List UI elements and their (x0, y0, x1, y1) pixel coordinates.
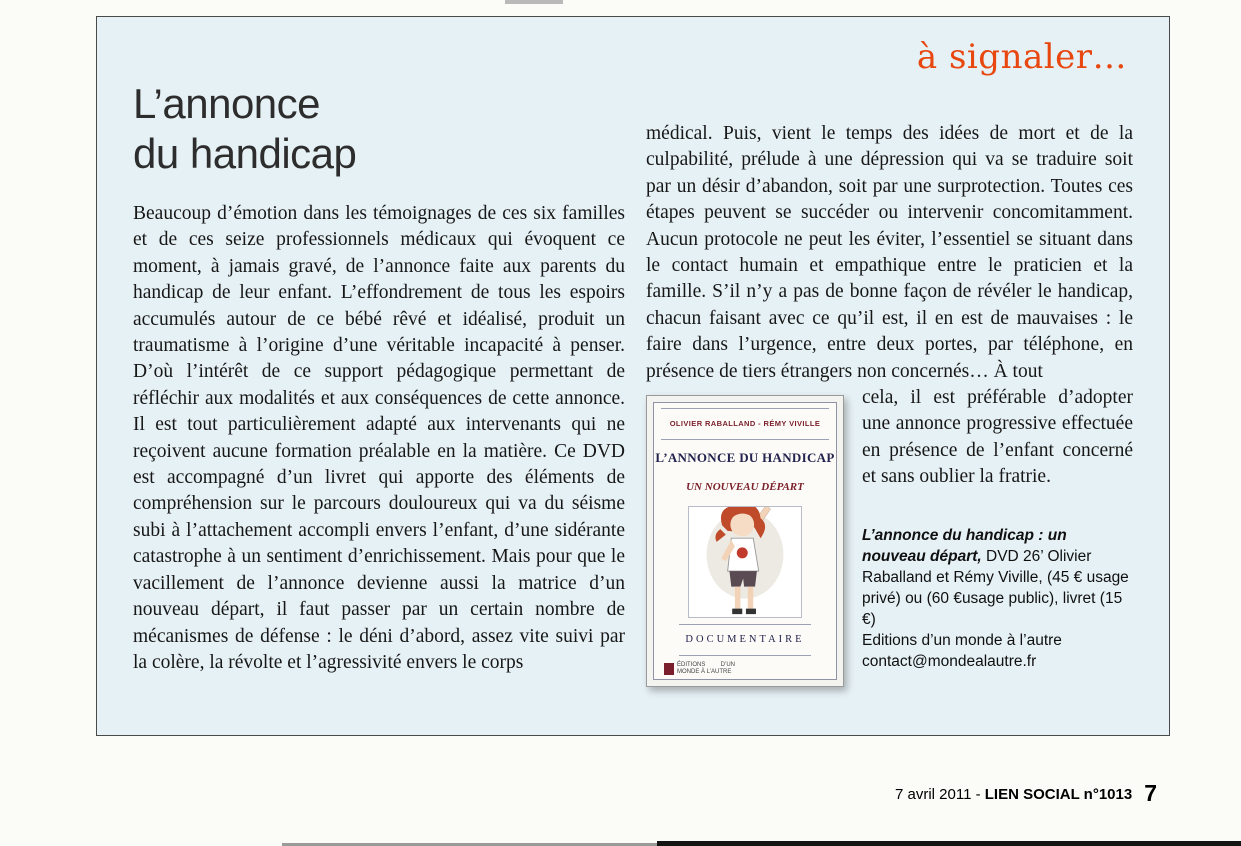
publisher-logo-icon (664, 663, 674, 675)
caption-publisher: Editions d’un monde à l’autre (862, 631, 1062, 649)
content-panel (96, 16, 1170, 736)
footer-magazine-name: LIEN SOCIAL n°1013 (984, 786, 1133, 803)
dvd-subtitle: UN NOUVEAU DÉPART (686, 480, 804, 493)
caption-title: L’annonce du handicap : un nouveau départ, (862, 526, 1067, 565)
dvd-illustration (688, 506, 802, 617)
dvd-publisher-logo (664, 662, 735, 675)
article-column-left (133, 201, 625, 676)
dvd-authors: OLIVIER RABALLAND - RÉMY VIVILLE (661, 408, 828, 440)
scan-artifact-bottom-black (657, 841, 1241, 846)
page-number: 7 (1144, 780, 1157, 806)
article-title-line1: L’annonce (133, 80, 321, 127)
footer-date: 7 avril 2011 - (895, 786, 985, 803)
article-column-right (646, 121, 1133, 693)
body-paragraph-right-top: médical. Puis, vient le temps des idées de mort et de la culpabilité, prélude à une dépression qui va se traduire soit par un désir d’abandon, soit par une surprotection. Toutes ces étapes peuvent se succéder ou intervenir concomitamment. Aucun protocole ne peut les éviter, l’essentiel se situant dans le contact humain et empathique entre le praticien et la famille. S’il n’y a pas de bonne façon de révéler le handicap, chacun faisant avec ce qu’il est, il en est de mauvaises : le faire dans l’urgence, entre deux portes, par téléphone, en présence de tiers étrangers non concernés… À tout (646, 123, 1133, 382)
section-flag: à signaler… (916, 37, 1127, 77)
scan-artifact-top (505, 0, 563, 4)
article-title (133, 79, 356, 179)
dvd-genre-label: DOCUMENTAIRE (679, 624, 810, 656)
publisher-logo-text: ÉDITIONS D’UN MONDE À L’AUTRE (677, 662, 735, 675)
caption-details: DVD 26’ Olivier Raballand et Rémy Viville, (45 € usage privé) ou (60 €usage public), livret (15 €) (862, 547, 1129, 628)
page-footer (895, 780, 1157, 807)
dvd-cover-design (653, 402, 837, 680)
body-paragraph-right-wrap: cela, il est préférable d’adopter une annonce progressive effectuée en présence de l’enfant concerné et sans oublier la fratrie. (862, 387, 1133, 488)
article-title-line2: du handicap (133, 130, 357, 177)
dvd-cover (646, 395, 844, 687)
body-paragraph-left: Beaucoup d’émotion dans les témoignages de ces six familles et de ces seize professionnels médicaux qui évoquent ce moment, à jamais gravé, de l’annonce faite aux parents du handicap de leur enfant. L’effondrement de tous les espoirs accumulés autour de ce bébé rêvé et idéalisé, produit un traumatisme à l’origine d’une véritable incapacité à penser. D’où l’intérêt de ce support pédagogique permettant de réfléchir aux modalités et aux conséquences de cette annonce. Il est tout particulièrement adapté aux intervenants qui ne reçoivent aucune formation préalable en la matière. Ce DVD est accompagné d’un livret qui apporte des éléments de compréhension sur le parcours douloureux qui va du séisme subi à l’attachement accompli envers l’enfant, d’une sidérante catastrophe à un sentiment d’enrichissement. Mais pour que le vacillement de l’annonce devienne aussi la matrice d’un nouveau départ, il faut passer par un certain nombre de mécanismes de défense : le déni d’abord, assez vite suivi par la colère, la révolte et l’agressivité envers le corps (133, 203, 625, 673)
girl-illustration-icon (691, 506, 799, 617)
caption-contact-email: contact@mondealautre.fr (862, 652, 1037, 670)
dvd-title: L’ANNONCE DU HANDICAP (655, 450, 835, 466)
